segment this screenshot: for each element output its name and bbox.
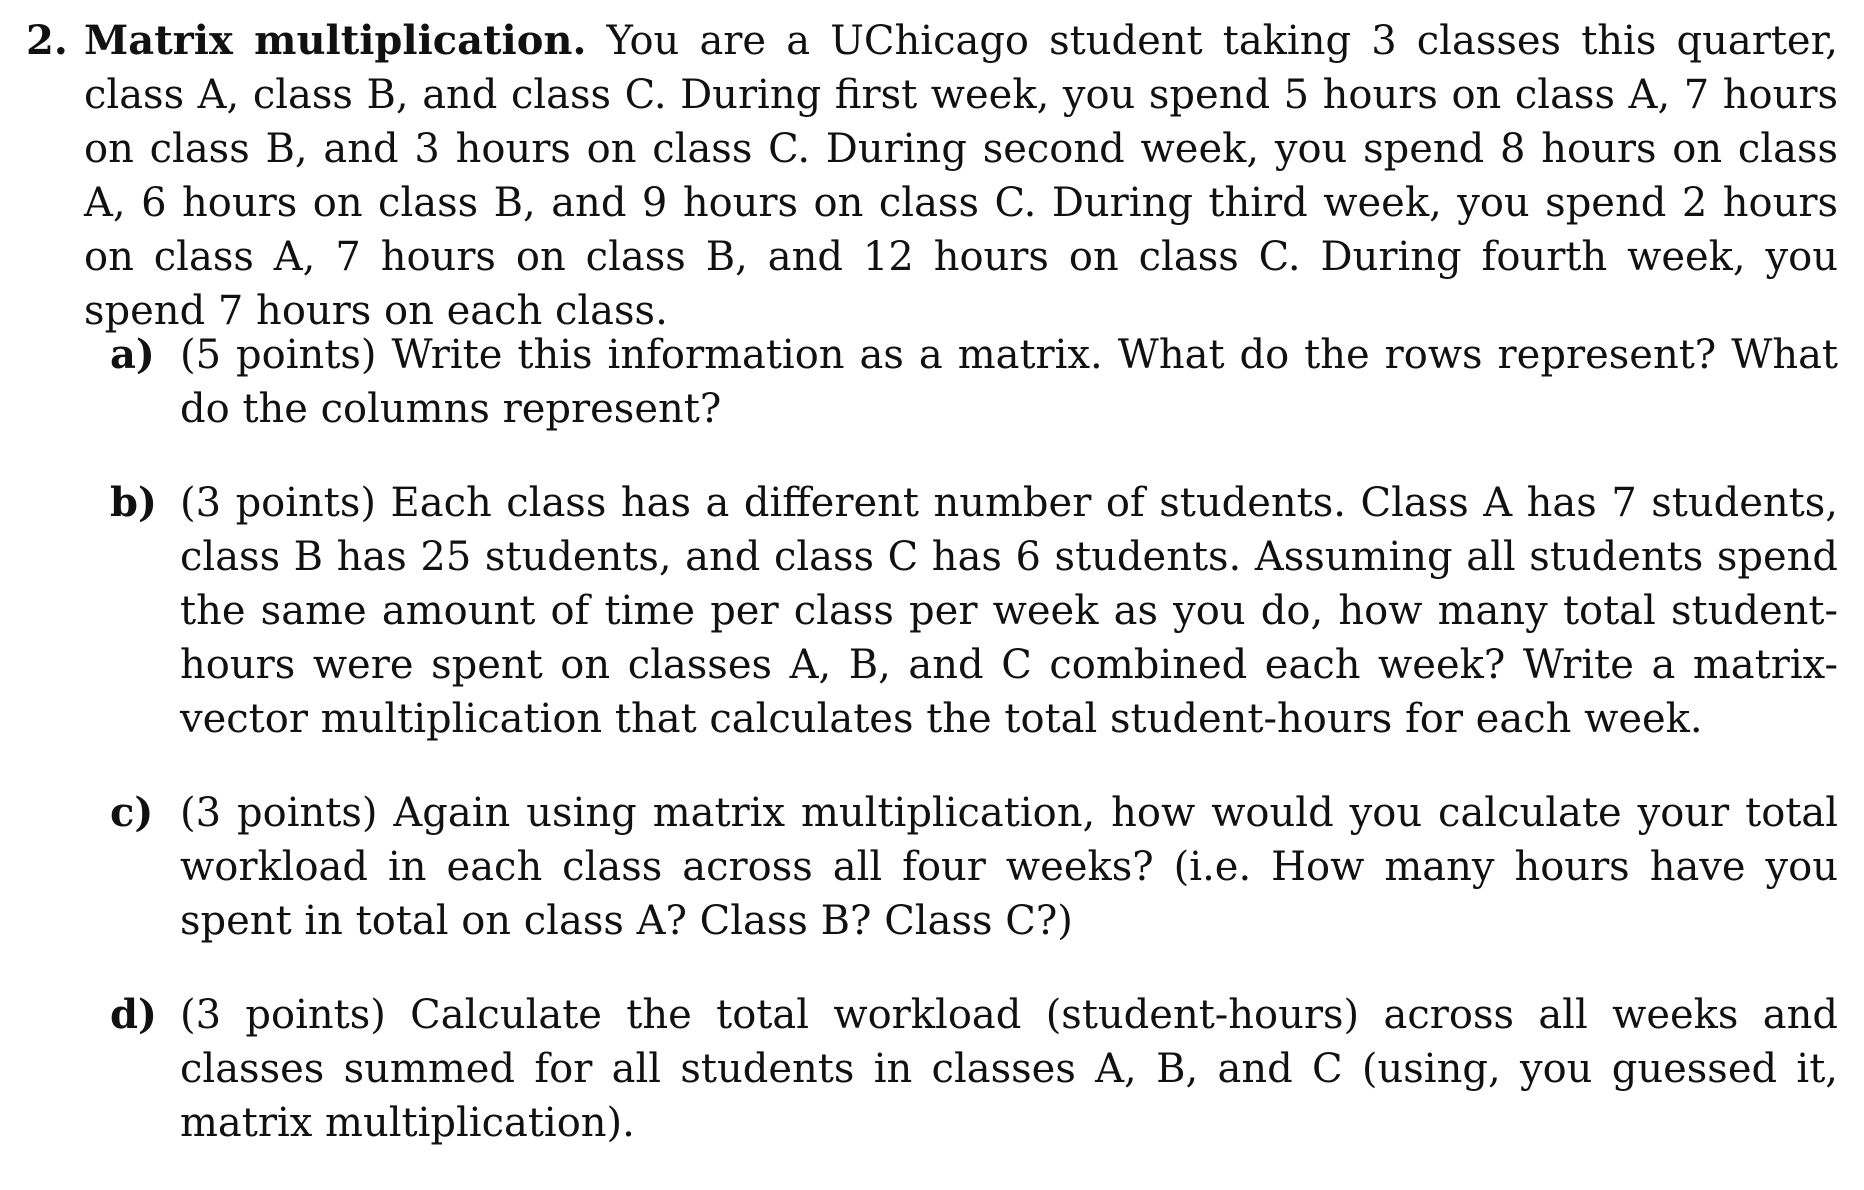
problem-title: Matrix multiplication. [84, 17, 587, 64]
part-label: c) [110, 789, 154, 836]
part-text: (3 points) Calculate the total workload (student-hours) across all weeks and classes summed for all students in classes A, B, and C (using, you guessed it, matrix multiplication). [180, 992, 1838, 1146]
problem-intro: You are a UChicago student taking 3 classes this quarter, class A, class B, and class C. During first week, you spend 5 hours on class A, 7 hours on class B, and 3 hours on class C. During second week, you spend 8 hours on class A, 6 hours on class B, and 9 hours on class C. During third week, you spend 2 hours on class A, 7 hours on class B, and 12 hours on class C. During fourth week, you spend 7 hours on each class. [84, 18, 1839, 334]
part-label: d) [110, 991, 157, 1038]
part-d [110, 988, 1838, 1150]
problem-number: 2. [26, 17, 68, 64]
problem-2 [26, 14, 1838, 338]
part-a [110, 328, 1838, 436]
problem-parts [110, 328, 1838, 1190]
part-text: (5 points) Write this information as a matrix. What do the rows represent? What do the columns represent? [180, 332, 1838, 432]
part-text: (3 points) Again using matrix multiplication, how would you calculate your total workload in each class across all four weeks? (i.e. How many hours have you spent in total on class A? Class B? Class C?) [180, 790, 1838, 944]
problem-statement [84, 14, 1838, 338]
part-text: (3 points) Each class has a different number of students. Class A has 7 students, class B has 25 students, and class C has 6 students. Assuming all students spend the same amount of time per class per week as you do, how many total student-hours were spent on classes A, B, and C combined each week? Write a matrix-vector multiplication that calculates the total student-hours for each week. [180, 480, 1838, 742]
part-label: a) [110, 331, 155, 378]
part-c [110, 786, 1838, 948]
part-label: b) [110, 479, 157, 526]
part-b [110, 476, 1838, 746]
